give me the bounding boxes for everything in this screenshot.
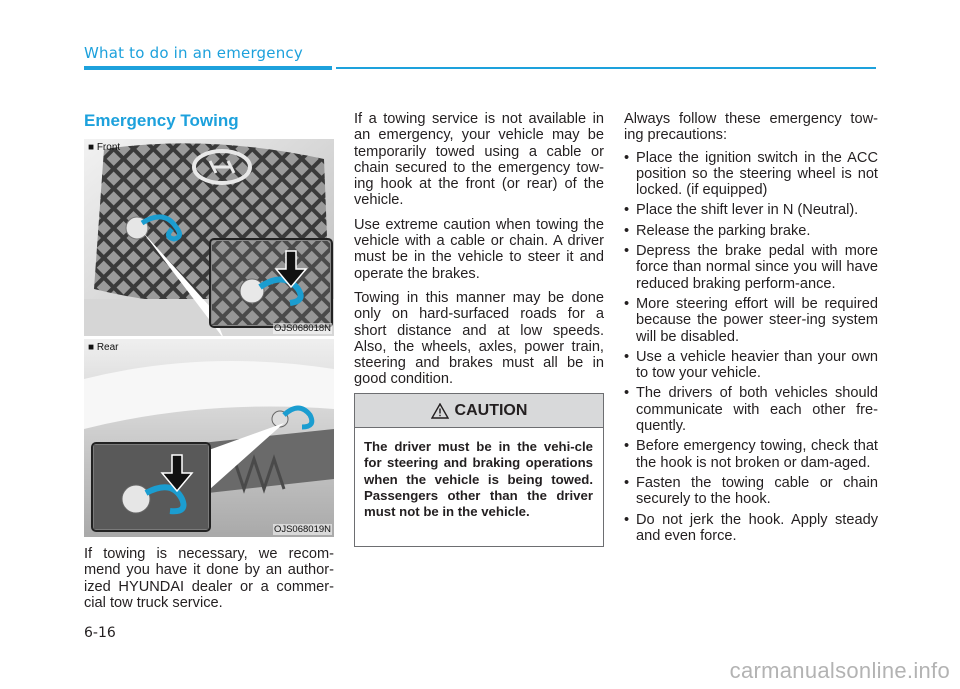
list-item: • The drivers of both vehicles should communicate with each other fre-quently. — [624, 385, 878, 434]
front-figure-label: ■ Front — [88, 142, 121, 153]
paragraph-3: Towing in this manner may be done only on hard-surfaced roads for a short distance and at low speeds. Also, the wheels, axles, power train, steering and brakes must all be in good condition. — [354, 289, 604, 388]
list-item: • Release the parking brake. — [624, 223, 878, 239]
list-item: • More steering effort will be required because the power steer-ing system will be disabled. — [624, 296, 878, 345]
column-1-text — [84, 546, 334, 619]
list-item: • Fasten the towing cable or chain securely to the hook. — [624, 475, 878, 508]
caution-heading: CAUTION — [454, 401, 528, 419]
rear-photo-illustration — [84, 339, 334, 537]
paragraph-1: If a towing service is not available in an emergency, your vehicle may be temporarily towed using a cable or chain secured to the emergency tow-ing hook at the front (or rear) of the vehicle. — [354, 111, 604, 209]
watermark: carmanualsonline.info — [729, 658, 950, 683]
header-rule-thick — [84, 66, 332, 70]
rear-figure-label: ■ Rear — [88, 342, 119, 353]
warning-triangle-icon — [431, 403, 449, 419]
precautions-intro: Always follow these emergency tow-ing precautions: — [624, 111, 878, 144]
list-item: • Place the ignition switch in the ACC position so the steering wheel is not locked. (if equipped) — [624, 150, 878, 199]
paragraph-2: Use extreme caution when towing the vehicle with a cable or chain. A driver must be in the vehicle to steer it and operate the brakes. — [354, 216, 604, 282]
front-figure-code: OJS068018N — [273, 323, 331, 334]
caution-header — [355, 394, 603, 428]
header-rule-thin — [336, 67, 876, 69]
caution-box — [354, 393, 604, 547]
rear-tow-hook-photo — [84, 339, 334, 537]
front-photo-illustration — [84, 139, 334, 336]
list-item: • Before emergency towing, check that the hook is not broken or dam-aged. — [624, 438, 878, 471]
precautions-list — [624, 150, 878, 545]
list-item: • Place the shift lever in N (Neutral). — [624, 202, 878, 218]
list-item: • Use a vehicle heavier than your own to tow your vehicle. — [624, 349, 878, 382]
section-header: What to do in an emergency — [84, 44, 303, 62]
front-tow-hook-photo — [84, 139, 334, 336]
rear-figure-code: OJS068019N — [273, 524, 331, 535]
list-item: • Depress the brake pedal with more force than normal since you will have reduced braking perform-ance. — [624, 243, 878, 292]
column-2-text — [354, 111, 604, 396]
list-item: • Do not jerk the hook. Apply steady and even force. — [624, 512, 878, 545]
caution-text: The driver must be in the vehi-cle for steering and braking operations when the vehicle is being towed. Passengers other than the driver must not be in the vehicle. — [364, 439, 593, 520]
dealer-paragraph: If towing is necessary, we recom-mend you have it done by an author-ized HYUNDAI dealer or a commer-cial tow truck service. — [84, 546, 334, 611]
column-3-text — [624, 111, 878, 548]
page-title: Emergency Towing — [84, 111, 239, 130]
page-number: 6-16 — [84, 625, 116, 641]
